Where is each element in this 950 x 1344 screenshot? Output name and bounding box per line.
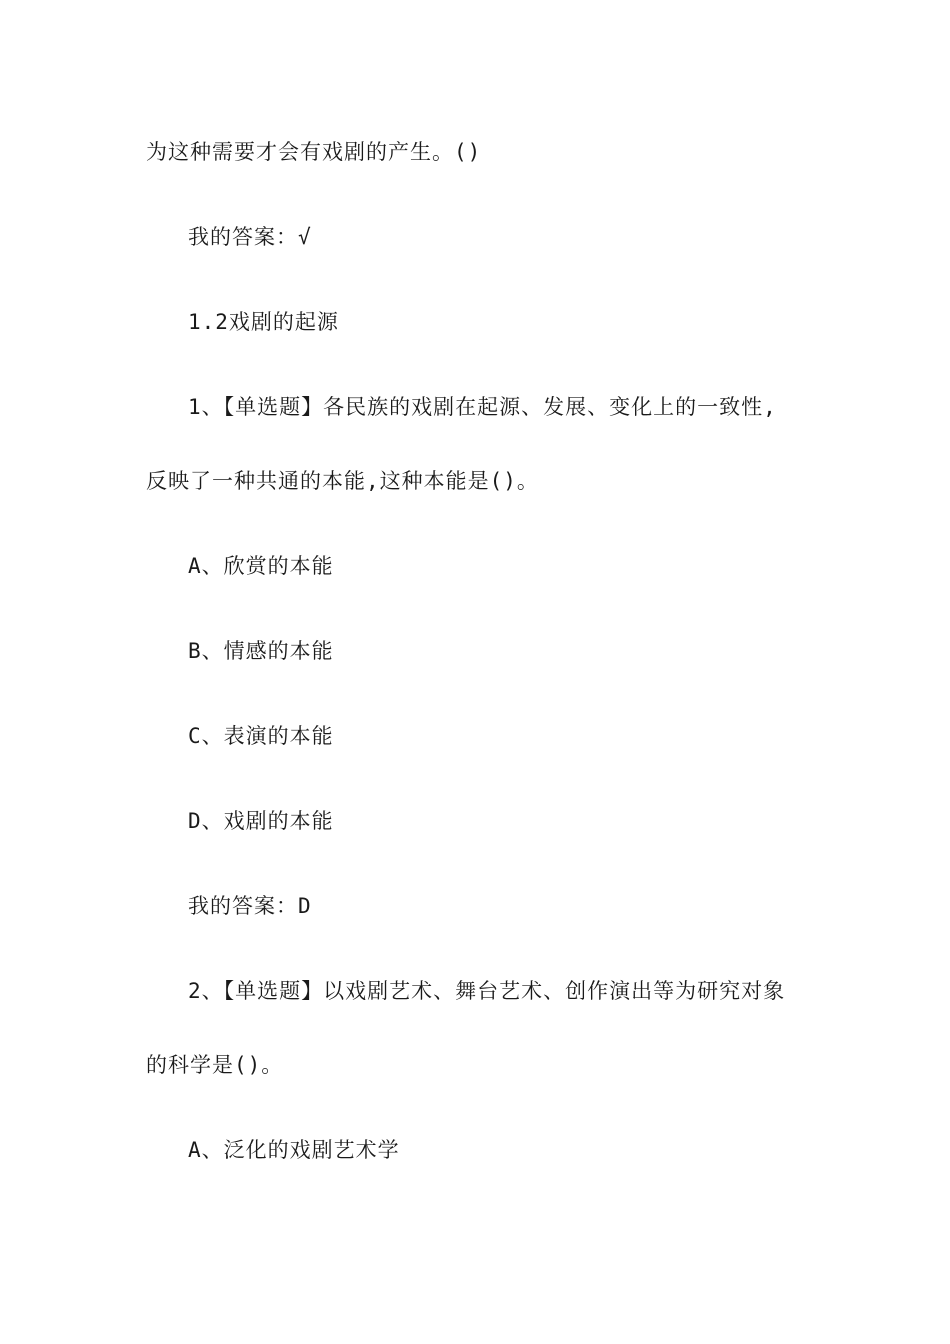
question-2-text: 2、【单选题】以戏剧艺术、舞台艺术、创作演出等为研究对象 [188,979,786,1003]
question-1-text-continued: 反映了一种共通的本能,这种本能是()。 [146,469,539,493]
question-1-text: 1、【单选题】各民族的戏剧在起源、发展、变化上的一致性, [188,395,777,419]
question-2-option-a: A、泛化的戏剧艺术学 [188,1138,400,1162]
answer-line: 我的答案：√ [188,225,312,249]
question-2-text-continued: 的科学是()。 [146,1053,284,1077]
paragraph-continuation: 为这种需要才会有戏剧的产生。() [146,140,482,164]
question-1-answer: 我的答案：D [188,894,312,918]
question-1-option-d: D、戏剧的本能 [188,809,334,833]
question-1-option-c: C、表演的本能 [188,724,334,748]
section-heading: 1.2戏剧的起源 [188,310,339,334]
question-1-option-a: A、欣赏的本能 [188,554,334,578]
question-1-option-b: B、情感的本能 [188,639,334,663]
